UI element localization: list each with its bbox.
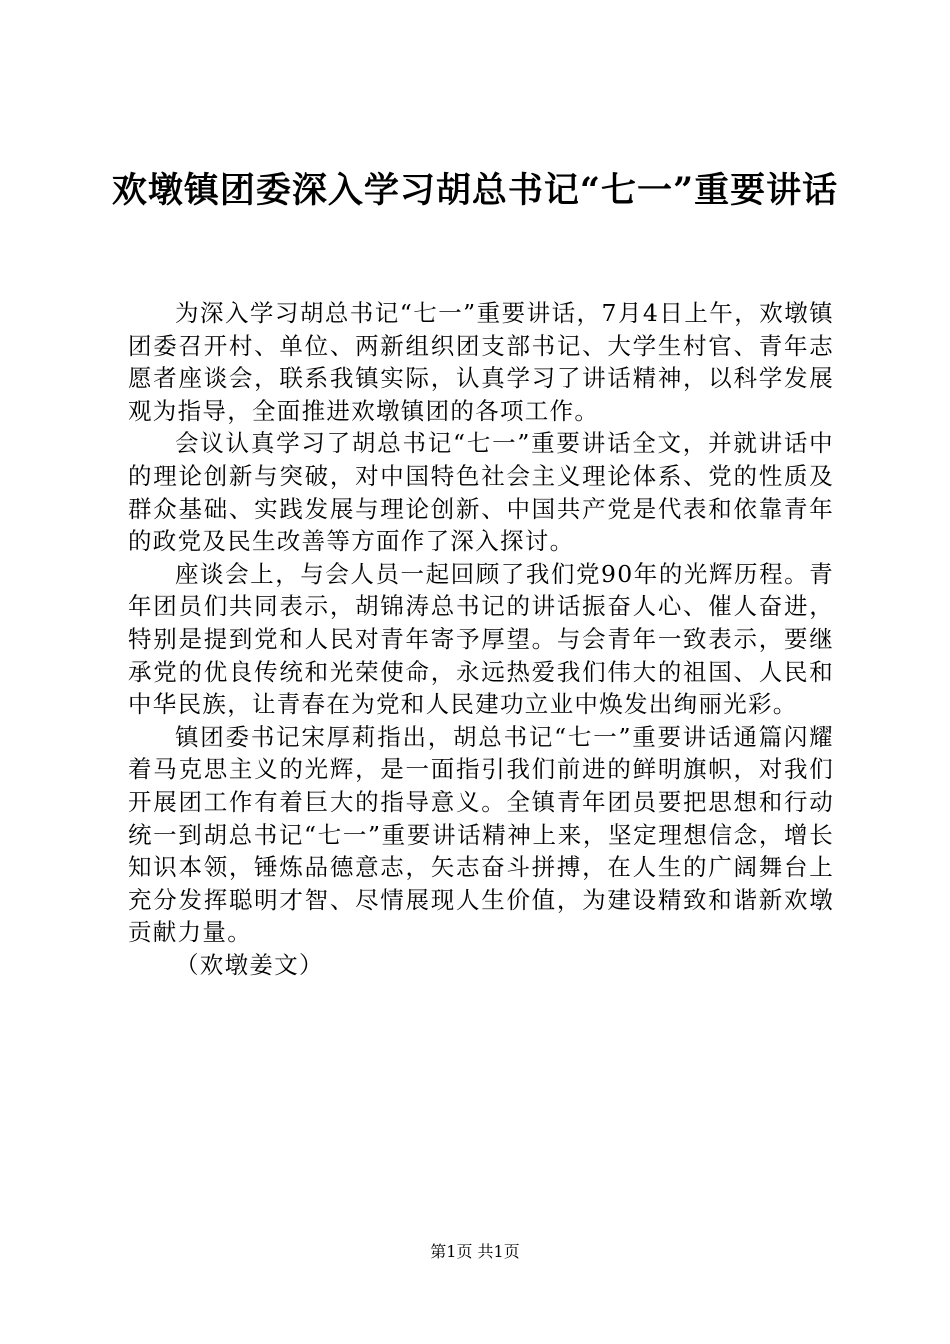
paragraph: 为深入学习胡总书记“七一”重要讲话，7月4日上午，欢墩镇团委召开村、单位、两新组织团支部书记、大学生村官、青年志愿者座谈会，联系我镇实际，认真学习了讲话精神，以科学发展观为指导，全面推进欢墩镇团的各项工作。 [128,299,834,425]
page-footer: 第1页 共1页 [430,1242,520,1261]
paragraph: 座谈会上，与会人员一起回顾了我们党90年的光辉历程。青年团员们共同表示，胡锦涛总书记的讲话振奋人心、催人奋进，特别是提到党和人民对青年寄予厚望。与会青年一致表示，要继承党的优良传统和光荣使命，永远热爱我们伟大的祖国、人民和中华民族，让青春在为党和人民建功立业中焕发出绚丽光彩。 [128,559,834,719]
document-body [128,297,834,981]
document-title: 欢墩镇团委深入学习胡总书记“七一”重要讲话 [111,170,839,211]
paragraph: 镇团委书记宋厚莉指出，胡总书记“七一”重要讲话通篇闪耀着马克思主义的光辉，是一面指引我们前进的鲜明旗帜，对我们开展团工作有着巨大的指导意义。全镇青年团员要把思想和行动统一到胡总书记“七一”重要讲话精神上来，坚定理想信念，增长知识本领，锤炼品德意志，矢志奋斗拼搏，在人生的广阔舞台上充分发挥聪明才智、尽情展现人生价值，为建设精致和谐新欢墩贡献力量。 [128,722,834,947]
author-signature: （欢墩姜文） [175,950,324,979]
paragraph: 会议认真学习了胡总书记“七一”重要讲话全文，并就讲话中的理论创新与突破，对中国特色社会主义理论体系、党的性质及群众基础、实践发展与理论创新、中国共产党是代表和依靠青年的政党及民生改善等方面作了深入探讨。 [128,429,834,556]
